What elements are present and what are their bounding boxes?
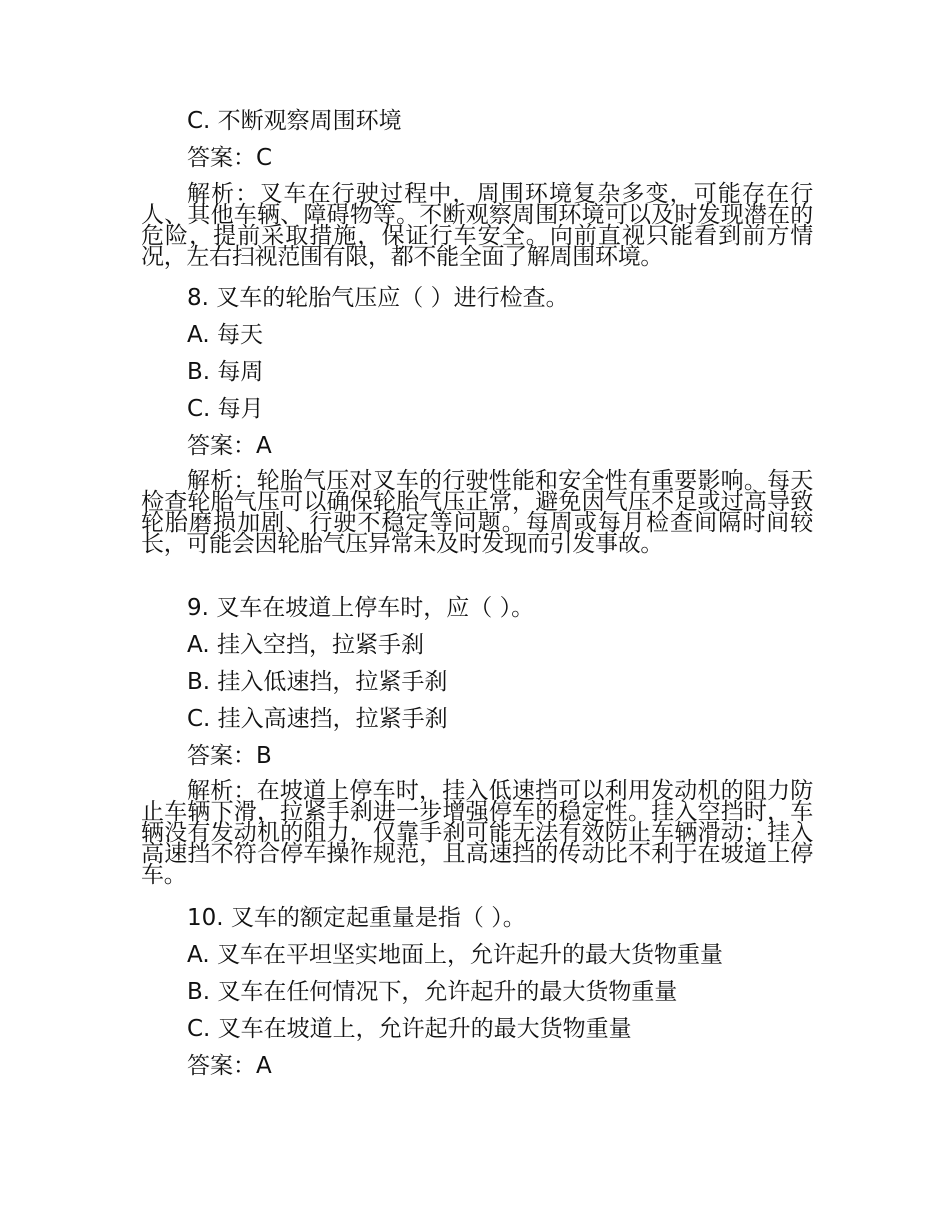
q7-analysis: 解析：叉车在行驶过程中，周围环境复杂多变，可能存在行人、其他车辆、障碍物等。不断观察周围环境可以及时发现潜在的危险，提前采取措施，保证行车安全。向前直视只能看到前方情况，左右扫视范围有限，都不能全面了解周围环境。 [141, 181, 813, 270]
q8-option-c: C. 每月 [187, 396, 264, 422]
q9-question: 9. 叉车在坡道上停车时，应（ ）。 [187, 595, 535, 621]
q8-answer: 答案：A [187, 433, 272, 459]
q7-option-c: C. 不断观察周围环境 [187, 108, 402, 134]
q9-option-a: A. 挂入空挡，拉紧手刹 [187, 632, 424, 658]
q8-option-b: B. 每周 [187, 359, 264, 385]
q9-option-b: B. 挂入低速挡，拉紧手刹 [187, 669, 448, 695]
q9-analysis: 解析：在坡道上停车时，挂入低速挡可以利用发动机的阻力防止车辆下滑，拉紧手刹进一步增强停车的稳定性。挂入空挡时，车辆没有发动机的阻力，仅靠手刹可能无法有效防止车辆滑动；挂入高速挡不符合停车操作规范，且高速挡的传动比不利于在坡道上停车。 [141, 778, 813, 888]
q10-option-a: A. 叉车在平坦坚实地面上，允许起升的最大货物重量 [187, 942, 723, 968]
q9-option-c: C. 挂入高速挡，拉紧手刹 [187, 706, 448, 732]
q8-question: 8. 叉车的轮胎气压应（ ）进行检查。 [187, 285, 569, 311]
q10-question: 10. 叉车的额定起重量是指（ ）。 [187, 905, 526, 931]
q7-answer: 答案：C [187, 145, 273, 171]
q10-option-c: C. 叉车在坡道上，允许起升的最大货物重量 [187, 1016, 632, 1042]
q8-option-a: A. 每天 [187, 322, 263, 348]
q10-answer: 答案：A [187, 1053, 272, 1079]
q10-option-b: B. 叉车在任何情况下，允许起升的最大货物重量 [187, 979, 678, 1005]
q9-answer: 答案：B [187, 743, 272, 769]
q8-analysis: 解析：轮胎气压对叉车的行驶性能和安全性有重要影响。每天检查轮胎气压可以确保轮胎气压正常，避免因气压不足或过高导致轮胎磨损加剧、行驶不稳定等问题。每周或每月检查间隔时间较长，可能会因轮胎气压异常未及时发现而引发事故。 [141, 468, 813, 557]
